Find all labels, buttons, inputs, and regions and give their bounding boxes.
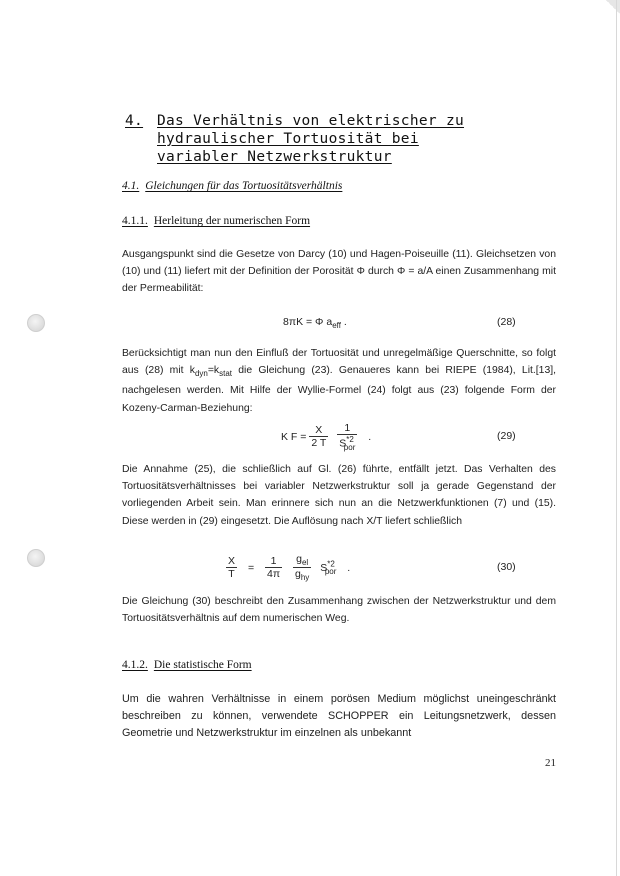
section-number: 4.1. xyxy=(122,180,140,192)
paragraph-2: Berücksichtigt man nun den Einfluß der Tortuosität und unregelmäßige Querschnitte, so folgt aus (28) mit $k_{dyn}=k_{stat}$ die Gleichung (23). Genaueres kann bei RIEPE (1984), Lit.[13], nachgelesen werden. Mit Hilfe der Wyllie-Formel (24) folgt aus (23) folgende Form der Kozeny-Carman-Beziehung: xyxy=(122,348,556,414)
punch-hole-lower xyxy=(27,549,45,567)
equation-number-30: (30) xyxy=(497,561,516,573)
paragraph-5: Um die wahren Verhältnisse in einem porösen Medium möglichst uneingeschränkt beschreiben zu können, verwendete SCHOPPER ein Leitungsnetzwerk, dessen Geometrie und Netzwerkstruktur im einzelnen als unbekannt xyxy=(122,693,556,740)
page-edge-shadow xyxy=(616,0,617,876)
section-title: Die statistische Form xyxy=(153,659,252,671)
page-corner-fold xyxy=(606,0,620,14)
equation-30-expression: $\frac{X}{T}$ = $\frac{1}{4\pi}$ $\frac{g_{el}}{g_{hy}}$ $S^{*2}_{por}$ . xyxy=(228,553,351,583)
section-title: Herleitung der numerischen Form xyxy=(153,215,311,227)
equation-number-29: (29) xyxy=(497,430,516,442)
equation-29-expression: K F = $\frac{X}{2 T}$ $\frac{1}{S^{*2}_{por}}$ . xyxy=(281,422,372,452)
chapter-title-line-2: hydraulischer Tortuosität bei xyxy=(157,131,419,147)
section-heading-4-1 xyxy=(122,180,342,192)
section-title: Gleichungen für das Tortuositätsverhältnis xyxy=(145,180,343,192)
paragraph-1: Ausgangspunkt sind die Gesetze von Darcy (10) und Hagen-Poiseuille (11). Gleichsetzen von (10) und (11) liefert mit der Definition der Porosität Φ durch Φ = a/A einen Zusammenhang mit der Permeabilität: xyxy=(122,249,556,295)
chapter-title-line-3: variabler Netzwerkstruktur xyxy=(157,149,392,165)
section-number: 4.1.1. xyxy=(122,215,148,227)
equation-28-expression: 8πK = Φ $a_{eff}$ . xyxy=(283,316,347,331)
chapter-title-line-1: Das Verhältnis von elektrischer zu xyxy=(157,113,465,129)
section-number: 4.1.2. xyxy=(122,659,148,671)
section-heading-4-1-1 xyxy=(122,215,310,227)
chapter-heading xyxy=(125,112,565,166)
equation-number-28: (28) xyxy=(497,316,516,328)
page-number: 21 xyxy=(545,757,556,769)
paragraph-3: Die Annahme (25), die schließlich auf Gl. (26) führte, entfällt jetzt. Das Verhalten des Tortuositätsverhältnisses bei variabler Netzwerkstruktur soll ja gerade Gegenstand der vorliegenden Arbeit sein. Man erinnere sich nun an die Netzwerkfunktionen (7) und (15). Diese werden in (29) eingesetzt. Die Auflösung nach X/T liefert schließlich xyxy=(122,464,556,527)
section-heading-4-1-2 xyxy=(122,659,252,671)
punch-hole-upper xyxy=(27,314,45,332)
paragraph-4: Die Gleichung (30) beschreibt den Zusammenhang zwischen der Netzwerkstruktur und dem Tortuositätsverhältnis auf dem numerischen Weg. xyxy=(122,596,556,625)
chapter-number: 4. xyxy=(125,113,144,129)
